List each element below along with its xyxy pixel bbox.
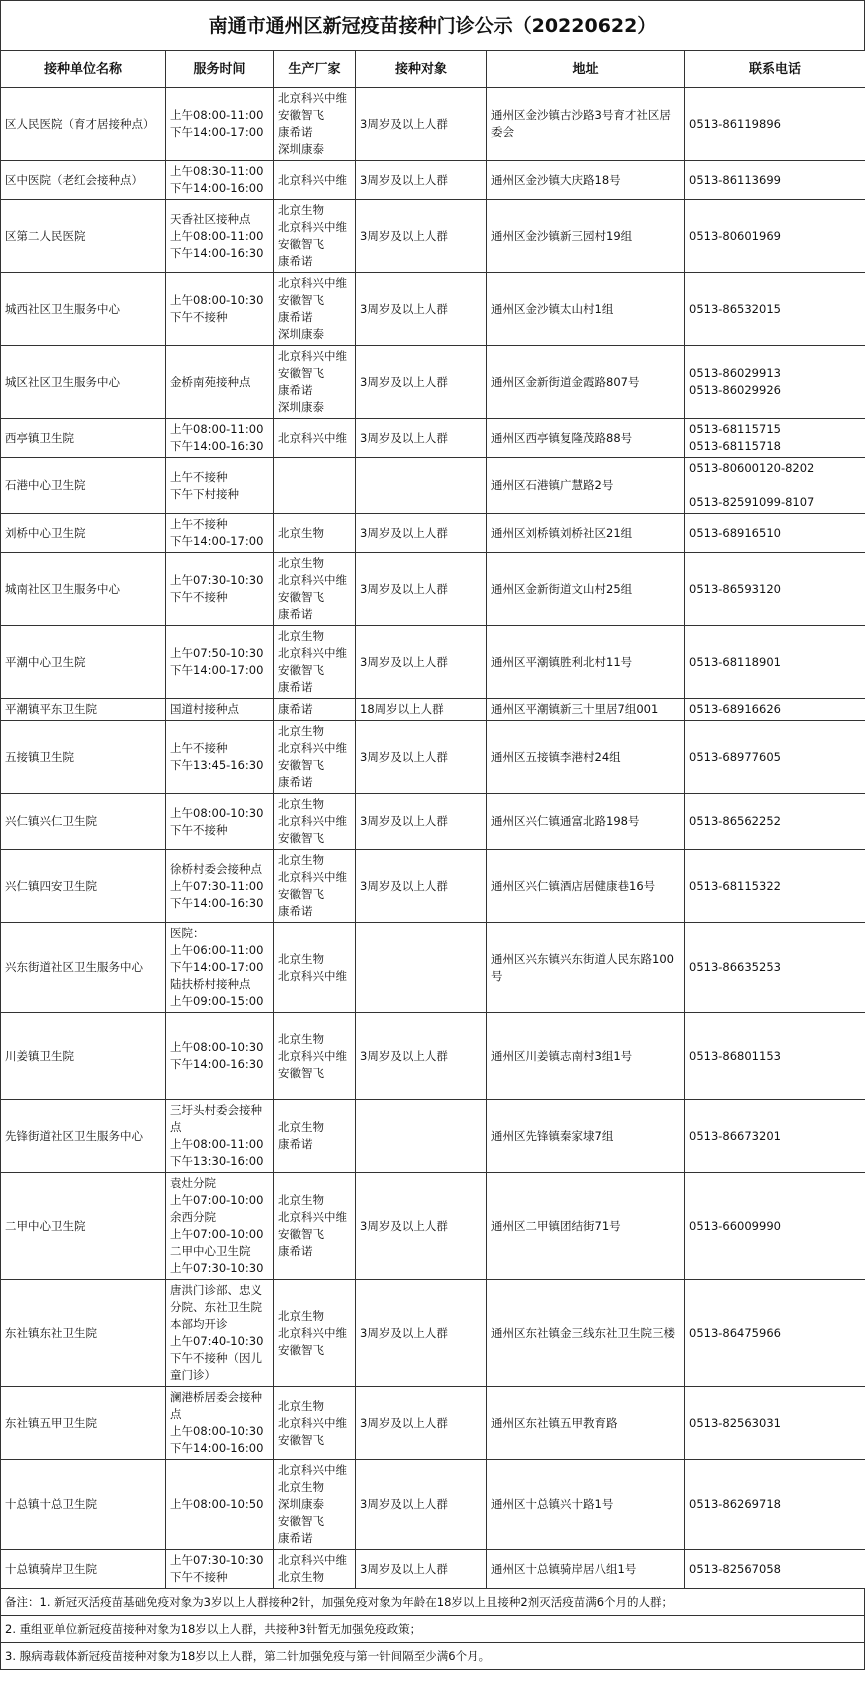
cell-phone: 0513-86562252 <box>685 794 865 850</box>
cell-phone: 0513-68977605 <box>685 721 865 794</box>
table-row <box>1 458 865 514</box>
cell-time: 上午08:00-11:00 下午14:00-16:30 <box>166 419 274 458</box>
cell-address: 通州区兴东镇兴东街道人民东路100号 <box>487 923 685 1013</box>
cell-maker: 北京生物 <box>274 514 356 553</box>
cell-time: 上午不接种 下午14:00-17:00 <box>166 514 274 553</box>
table-row <box>1 721 865 794</box>
cell-address: 通州区兴仁镇酒店居健康巷16号 <box>487 850 685 923</box>
cell-maker: 北京科兴中维 <box>274 161 356 200</box>
cell-target: 3周岁及以上人群 <box>356 200 487 273</box>
cell-maker: 北京生物 北京科兴中维 安徽智飞 康希诺 <box>274 553 356 626</box>
cell-maker: 北京生物 北京科兴中维 <box>274 923 356 1013</box>
cell-time: 上午08:00-10:30 下午不接种 <box>166 794 274 850</box>
cell-maker: 北京科兴中维 安徽智飞 康希诺 深圳康泰 <box>274 346 356 419</box>
cell-time: 上午07:30-10:30 下午不接种 <box>166 1550 274 1589</box>
cell-target: 3周岁及以上人群 <box>356 1013 487 1100</box>
cell-target <box>356 458 487 514</box>
cell-time: 上午08:00-10:30 下午不接种 <box>166 273 274 346</box>
cell-address: 通州区十总镇兴十路1号 <box>487 1460 685 1550</box>
cell-target: 3周岁及以上人群 <box>356 553 487 626</box>
col-header-unit: 接种单位名称 <box>1 51 166 88</box>
cell-time: 上午08:00-11:00 下午14:00-17:00 <box>166 88 274 161</box>
cell-target: 3周岁及以上人群 <box>356 794 487 850</box>
table-row <box>1 1550 865 1589</box>
cell-address: 通州区东社镇金三线东社卫生院三楼 <box>487 1280 685 1387</box>
clinic-table <box>0 50 865 1589</box>
cell-maker: 北京科兴中维 安徽智飞 康希诺 深圳康泰 <box>274 88 356 161</box>
cell-time: 袁灶分院 上午07:00-10:00 余西分院 上午07:00-10:00 二甲中心卫生院 上午07:30-10:30 <box>166 1173 274 1280</box>
cell-maker: 北京生物 北京科兴中维 安徽智飞 <box>274 1280 356 1387</box>
cell-target: 3周岁及以上人群 <box>356 1550 487 1589</box>
note-line: 3. 腺病毒载体新冠疫苗接种对象为18岁以上人群，第二针加强免疫与第一针间隔至少满6个月。 <box>1 1642 864 1669</box>
cell-address: 通州区先锋镇秦家埭7组 <box>487 1100 685 1173</box>
cell-time: 医院： 上午06:00-11:00 下午14:00-17:00 陆扶桥村接种点 上午09:00-15:00 <box>166 923 274 1013</box>
cell-maker: 北京生物 北京科兴中维 安徽智飞 康希诺 <box>274 721 356 794</box>
cell-unit: 区中医院（老红会接种点） <box>1 161 166 200</box>
cell-phone: 0513-86119896 <box>685 88 865 161</box>
cell-phone: 0513-82563031 <box>685 1387 865 1460</box>
cell-phone: 0513-68118901 <box>685 626 865 699</box>
table-row <box>1 794 865 850</box>
cell-address: 通州区五接镇李港村24组 <box>487 721 685 794</box>
cell-unit: 城南社区卫生服务中心 <box>1 553 166 626</box>
cell-time: 上午不接种 下午13:45-16:30 <box>166 721 274 794</box>
cell-maker: 北京科兴中维 安徽智飞 康希诺 深圳康泰 <box>274 273 356 346</box>
cell-phone: 0513-68115322 <box>685 850 865 923</box>
cell-time: 澜港桥居委会接种点 上午08:00-10:30 下午14:00-16:00 <box>166 1387 274 1460</box>
table-row <box>1 1013 865 1100</box>
cell-phone: 0513-66009990 <box>685 1173 865 1280</box>
cell-phone: 0513-86801153 <box>685 1013 865 1100</box>
cell-phone: 0513-86593120 <box>685 553 865 626</box>
table-row <box>1 1280 865 1387</box>
cell-unit: 城区社区卫生服务中心 <box>1 346 166 419</box>
table-row <box>1 419 865 458</box>
table-row <box>1 553 865 626</box>
cell-address: 通州区东社镇五甲教育路 <box>487 1387 685 1460</box>
cell-target: 3周岁及以上人群 <box>356 161 487 200</box>
cell-unit: 区第二人民医院 <box>1 200 166 273</box>
table-header-row <box>1 51 865 88</box>
table-row <box>1 161 865 200</box>
cell-phone: 0513-80600120-8202 0513-82591099-8107 <box>685 458 865 514</box>
table-row <box>1 850 865 923</box>
cell-unit: 川姜镇卫生院 <box>1 1013 166 1100</box>
page-title: 南通市通州区新冠疫苗接种门诊公示（20220622） <box>0 0 865 50</box>
cell-address: 通州区金沙镇古沙路3号育才社区居委会 <box>487 88 685 161</box>
cell-unit: 兴仁镇四安卫生院 <box>1 850 166 923</box>
cell-time: 天香社区接种点 上午08:00-11:00 下午14:00-16:30 <box>166 200 274 273</box>
cell-time: 三圩头村委会接种点 上午08:00-11:00 下午13:30-16:00 <box>166 1100 274 1173</box>
col-header-address: 地址 <box>487 51 685 88</box>
cell-time: 上午07:50-10:30 下午14:00-17:00 <box>166 626 274 699</box>
cell-target: 18周岁以上人群 <box>356 699 487 721</box>
cell-maker: 北京生物 北京科兴中维 安徽智飞 <box>274 1013 356 1100</box>
cell-address: 通州区二甲镇团结街71号 <box>487 1173 685 1280</box>
cell-target: 3周岁及以上人群 <box>356 88 487 161</box>
cell-unit: 石港中心卫生院 <box>1 458 166 514</box>
cell-maker: 北京科兴中维 <box>274 419 356 458</box>
cell-unit: 二甲中心卫生院 <box>1 1173 166 1280</box>
notes-section <box>0 1589 865 1670</box>
table-row <box>1 626 865 699</box>
col-header-time: 服务时间 <box>166 51 274 88</box>
table-row <box>1 273 865 346</box>
cell-time: 上午08:00-10:30 下午14:00-16:30 <box>166 1013 274 1100</box>
note-line: 备注：1. 新冠灭活疫苗基础免疫对象为3岁以上人群接种2针，加强免疫对象为年龄在18岁以上且接种2剂灭活疫苗满6个月的人群； <box>5 1595 674 1609</box>
cell-unit: 十总镇十总卫生院 <box>1 1460 166 1550</box>
cell-phone: 0513-86673201 <box>685 1100 865 1173</box>
cell-time: 唐洪门诊部、忠义分院、东社卫生院本部均开诊 上午07:40-10:30 下午不接种（因儿童门诊） <box>166 1280 274 1387</box>
cell-address: 通州区金沙镇大庆路18号 <box>487 161 685 200</box>
cell-target: 3周岁及以上人群 <box>356 273 487 346</box>
cell-unit: 刘桥中心卫生院 <box>1 514 166 553</box>
col-header-phone: 联系电话 <box>685 51 865 88</box>
cell-time: 上午07:30-10:30 下午不接种 <box>166 553 274 626</box>
cell-target: 3周岁及以上人群 <box>356 1280 487 1387</box>
cell-address: 通州区金新街道金霞路807号 <box>487 346 685 419</box>
table-row <box>1 88 865 161</box>
cell-target: 3周岁及以上人群 <box>356 419 487 458</box>
cell-phone: 0513-86475966 <box>685 1280 865 1387</box>
cell-maker: 北京生物 北京科兴中维 安徽智飞 康希诺 <box>274 850 356 923</box>
table-row <box>1 346 865 419</box>
cell-unit: 兴东街道社区卫生服务中心 <box>1 923 166 1013</box>
cell-phone: 0513-86113699 <box>685 161 865 200</box>
cell-target <box>356 1100 487 1173</box>
cell-phone: 0513-68916510 <box>685 514 865 553</box>
cell-time: 国道村接种点 <box>166 699 274 721</box>
cell-phone: 0513-68115715 0513-68115718 <box>685 419 865 458</box>
cell-address: 通州区川姜镇志南村3组1号 <box>487 1013 685 1100</box>
cell-target: 3周岁及以上人群 <box>356 514 487 553</box>
cell-phone: 0513-86269718 <box>685 1460 865 1550</box>
cell-address: 通州区金新街道文山村25组 <box>487 553 685 626</box>
table-row <box>1 1173 865 1280</box>
cell-time: 徐桥村委会接种点 上午07:30-11:00 下午14:00-16:30 <box>166 850 274 923</box>
cell-unit: 区人民医院（育才居接种点） <box>1 88 166 161</box>
cell-target: 3周岁及以上人群 <box>356 721 487 794</box>
cell-phone: 0513-86532015 <box>685 273 865 346</box>
table-row <box>1 200 865 273</box>
table-row <box>1 514 865 553</box>
cell-phone: 0513-86635253 <box>685 923 865 1013</box>
cell-address: 通州区石港镇广慧路2号 <box>487 458 685 514</box>
cell-target: 3周岁及以上人群 <box>356 1460 487 1550</box>
cell-unit: 十总镇骑岸卫生院 <box>1 1550 166 1589</box>
cell-unit: 平潮中心卫生院 <box>1 626 166 699</box>
cell-address: 通州区西亭镇复隆茂路88号 <box>487 419 685 458</box>
cell-maker: 北京生物 北京科兴中维 安徽智飞 康希诺 <box>274 626 356 699</box>
note-line: 2. 重组亚单位新冠疫苗接种对象为18岁以上人群，共接种3针暂无加强免疫政策； <box>1 1615 864 1642</box>
cell-maker: 北京生物 北京科兴中维 安徽智飞 康希诺 <box>274 200 356 273</box>
col-header-target: 接种对象 <box>356 51 487 88</box>
cell-unit: 东社镇五甲卫生院 <box>1 1387 166 1460</box>
cell-unit: 东社镇东社卫生院 <box>1 1280 166 1387</box>
cell-maker: 北京科兴中维 北京生物 深圳康泰 安徽智飞 康希诺 <box>274 1460 356 1550</box>
cell-maker: 康希诺 <box>274 699 356 721</box>
table-row <box>1 1387 865 1460</box>
cell-maker <box>274 458 356 514</box>
cell-address: 通州区平潮镇胜利北村11号 <box>487 626 685 699</box>
cell-maker: 北京生物 北京科兴中维 安徽智飞 <box>274 794 356 850</box>
cell-target: 3周岁及以上人群 <box>356 1173 487 1280</box>
cell-address: 通州区金沙镇太山村1组 <box>487 273 685 346</box>
cell-target: 3周岁及以上人群 <box>356 850 487 923</box>
cell-address: 通州区刘桥镇刘桥社区21组 <box>487 514 685 553</box>
col-header-maker: 生产厂家 <box>274 51 356 88</box>
cell-target: 3周岁及以上人群 <box>356 626 487 699</box>
cell-unit: 城西社区卫生服务中心 <box>1 273 166 346</box>
cell-time: 上午08:30-11:00 下午14:00-16:00 <box>166 161 274 200</box>
cell-unit: 西亭镇卫生院 <box>1 419 166 458</box>
cell-maker: 北京生物 北京科兴中维 安徽智飞 康希诺 <box>274 1173 356 1280</box>
cell-maker: 北京生物 康希诺 <box>274 1100 356 1173</box>
cell-unit: 兴仁镇兴仁卫生院 <box>1 794 166 850</box>
cell-maker: 北京科兴中维 北京生物 <box>274 1550 356 1589</box>
table-row <box>1 923 865 1013</box>
cell-address: 通州区平潮镇新三十里居7组001 <box>487 699 685 721</box>
cell-unit: 先锋街道社区卫生服务中心 <box>1 1100 166 1173</box>
cell-unit: 五接镇卫生院 <box>1 721 166 794</box>
cell-time: 上午08:00-10:50 <box>166 1460 274 1550</box>
cell-phone: 0513-80601969 <box>685 200 865 273</box>
cell-address: 通州区十总镇骑岸居八组1号 <box>487 1550 685 1589</box>
cell-phone: 0513-68916626 <box>685 699 865 721</box>
cell-address: 通州区金沙镇新三园村19组 <box>487 200 685 273</box>
cell-phone: 0513-82567058 <box>685 1550 865 1589</box>
cell-target: 3周岁及以上人群 <box>356 346 487 419</box>
table-body <box>1 88 865 1589</box>
cell-phone: 0513-86029913 0513-86029926 <box>685 346 865 419</box>
cell-time: 上午不接种 下午下村接种 <box>166 458 274 514</box>
cell-target: 3周岁及以上人群 <box>356 1387 487 1460</box>
table-row <box>1 699 865 721</box>
cell-unit: 平潮镇平东卫生院 <box>1 699 166 721</box>
cell-time: 金桥南苑接种点 <box>166 346 274 419</box>
cell-maker: 北京生物 北京科兴中维 安徽智飞 <box>274 1387 356 1460</box>
table-row <box>1 1100 865 1173</box>
cell-target <box>356 923 487 1013</box>
table-row <box>1 1460 865 1550</box>
cell-address: 通州区兴仁镇通富北路198号 <box>487 794 685 850</box>
